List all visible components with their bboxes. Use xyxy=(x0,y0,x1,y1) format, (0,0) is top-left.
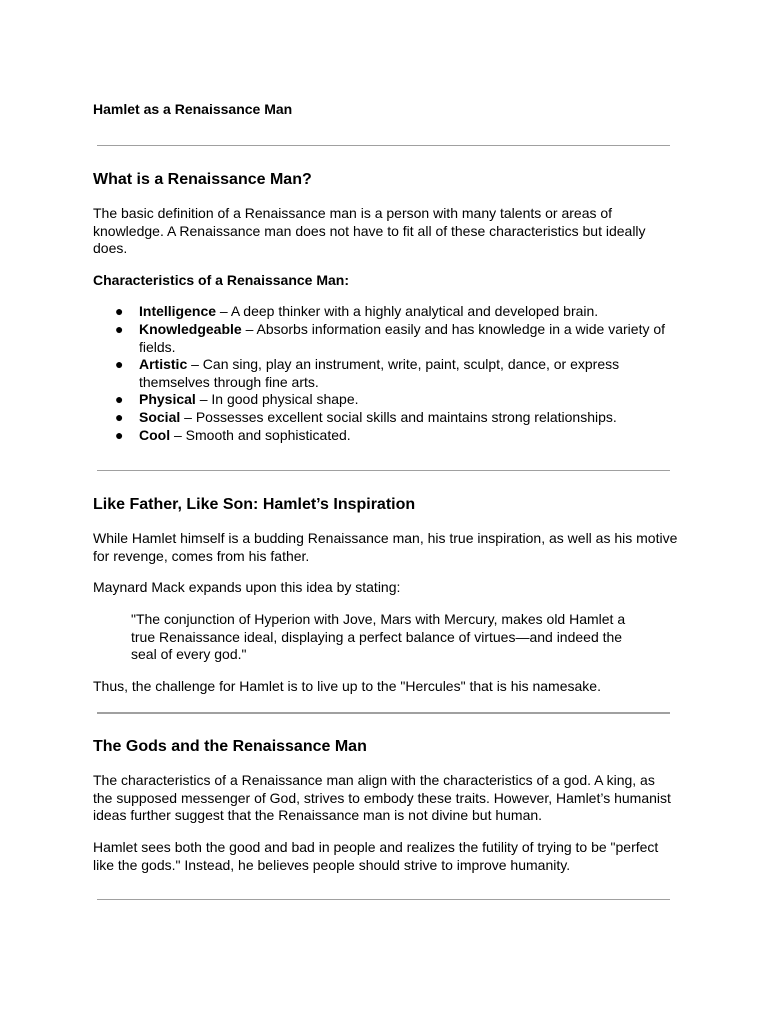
trait-description: – A deep thinker with a highly analytical and developed brain. xyxy=(216,303,599,320)
list-item xyxy=(93,391,678,409)
horizontal-rule xyxy=(97,470,670,471)
bullet-icon: ● xyxy=(115,303,124,320)
list-item xyxy=(93,303,678,321)
trait-term: Cool xyxy=(139,426,171,443)
list-item xyxy=(93,427,678,445)
humanity-paragraph: Hamlet sees both the good and bad in people and realizes the futility of trying to be "perfect like the gods." Instead, he believes people should strive to improve humanity. xyxy=(93,839,659,873)
hercules-paragraph: Thus, the challenge for Hamlet is to live up to the "Hercules" that is his namesake. xyxy=(93,677,601,694)
characteristics-subheading: Characteristics of a Renaissance Man: xyxy=(93,271,349,288)
block-quote: "The conjunction of Hyperion with Jove, Mars with Mercury, makes old Hamlet a true Renaissance ideal, displaying a perfect balance of virtues—and indeed the seal of every god." xyxy=(131,610,626,663)
characteristics-list xyxy=(93,303,678,444)
section-like-father-like-son xyxy=(93,494,678,695)
document-title: Hamlet as a Renaissance Man xyxy=(93,101,293,117)
list-item xyxy=(93,321,678,356)
trait-term: Artistic xyxy=(139,356,188,373)
trait-description: – Smooth and sophisticated. xyxy=(170,426,351,443)
horizontal-rule xyxy=(97,899,670,900)
section-gods-and-renaissance-man xyxy=(93,736,678,874)
list-item xyxy=(93,356,678,391)
list-item xyxy=(93,409,678,427)
bullet-icon: ● xyxy=(115,356,124,373)
section-heading: Like Father, Like Son: Hamlet’s Inspiration xyxy=(93,496,416,514)
trait-term: Intelligence xyxy=(139,303,217,320)
inspiration-paragraph: While Hamlet himself is a budding Renaissance man, his true inspiration, as well as his motive for revenge, comes from his father. xyxy=(93,530,678,564)
document-page xyxy=(93,100,678,900)
trait-description: – Absorbs information easily and has knowledge in a wide variety of fields. xyxy=(139,320,666,355)
bullet-icon: ● xyxy=(115,391,124,408)
definition-paragraph: The basic definition of a Renaissance man is a person with many talents or areas of knowledge. A Renaissance man does not have to fit all of these characteristics but ideally does. xyxy=(93,205,646,257)
trait-description: – In good physical shape. xyxy=(195,391,359,408)
trait-description: – Possesses excellent social skills and maintains strong relationships. xyxy=(180,408,617,425)
mack-intro-paragraph: Maynard Mack expands upon this idea by stating: xyxy=(93,579,401,596)
trait-term: Physical xyxy=(139,391,196,408)
section-heading: What is a Renaissance Man? xyxy=(93,171,312,188)
trait-term: Knowledgeable xyxy=(139,320,242,337)
bullet-icon: ● xyxy=(115,408,124,425)
bullet-icon: ● xyxy=(115,320,124,337)
horizontal-rule xyxy=(97,712,670,714)
gods-paragraph: The characteristics of a Renaissance man align with the characteristics of a god. A king, as the supposed messenger of God, strives to embody these traits. However, Hamlet’s humanist ideas further suggest that the Renaissance man is not divine but human. xyxy=(93,772,671,824)
section-heading: The Gods and the Renaissance Man xyxy=(93,738,367,756)
trait-description: – Can sing, play an instrument, write, paint, sculpt, dance, or express themselves through fine arts. xyxy=(139,356,620,390)
trait-term: Social xyxy=(139,408,181,425)
section-what-is-renaissance-man xyxy=(93,169,678,444)
bullet-icon: ● xyxy=(115,426,124,443)
horizontal-rule xyxy=(97,145,670,146)
